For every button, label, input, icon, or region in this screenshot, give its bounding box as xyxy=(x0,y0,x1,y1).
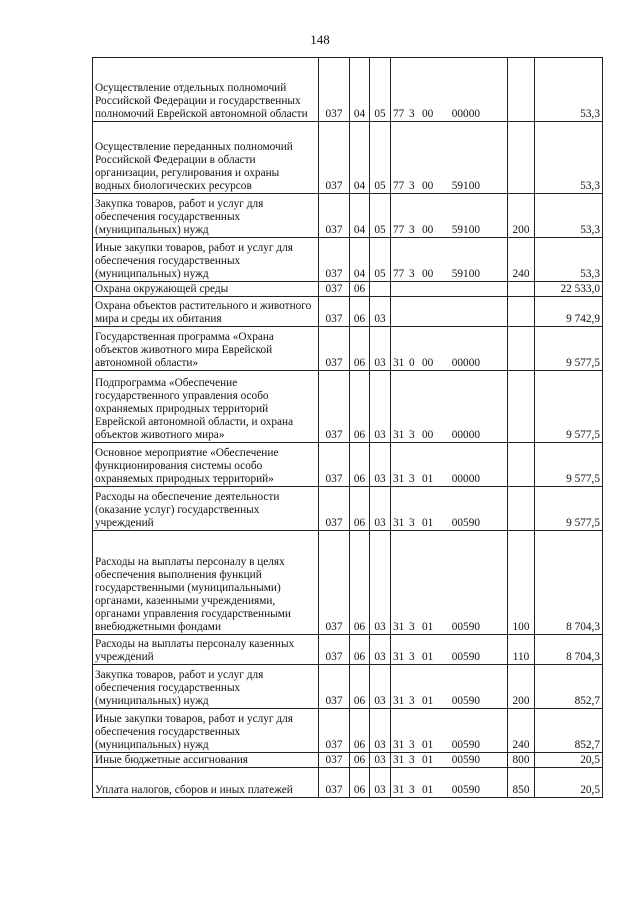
ministry-code-cell: 037 xyxy=(319,327,350,371)
target-article-part: 31 xyxy=(393,784,405,796)
amount-cell: 53,3 xyxy=(535,58,603,122)
amount-cell: 852,7 xyxy=(535,665,603,709)
target-article-part: 31 xyxy=(393,739,405,751)
section-code-cell: 06 xyxy=(350,665,370,709)
subsection-code-cell: 05 xyxy=(370,122,391,194)
target-article-part: 00 xyxy=(422,429,434,441)
table-row xyxy=(93,443,603,487)
row-name-cell: Иные бюджетные ассигнования xyxy=(93,753,319,768)
table-row xyxy=(93,531,603,635)
section-code-cell: 06 xyxy=(350,709,370,753)
subsection-code-cell: 03 xyxy=(370,753,391,768)
amount-cell: 22 533,0 xyxy=(535,282,603,297)
row-name-cell: Охрана окружающей среды xyxy=(93,282,319,297)
target-article-cell xyxy=(391,327,508,371)
table-row xyxy=(93,122,603,194)
amount-cell: 8 704,3 xyxy=(535,635,603,665)
ministry-code-cell: 037 xyxy=(319,665,350,709)
row-name-cell: Подпрограмма «Обеспечение государственного управления особо охраняемых природных территорий Еврейской автономной области, и охрана объектов животного мира» xyxy=(93,371,319,443)
table-row xyxy=(93,371,603,443)
target-article-part: 31 xyxy=(393,473,405,485)
expense-type-cell xyxy=(508,122,535,194)
target-article-cell xyxy=(391,371,508,443)
target-article-part: 00 xyxy=(422,224,434,236)
section-code-cell: 06 xyxy=(350,282,370,297)
section-code-cell: 06 xyxy=(350,487,370,531)
target-article-part: 3 xyxy=(409,180,415,192)
amount-cell: 9 742,9 xyxy=(535,297,603,327)
expense-type-cell: 850 xyxy=(508,768,535,798)
target-article-part: 59100 xyxy=(451,180,480,192)
subsection-code-cell: 03 xyxy=(370,531,391,635)
target-article-part: 01 xyxy=(422,754,434,766)
table-row xyxy=(93,194,603,238)
table-row xyxy=(93,709,603,753)
row-name-cell: Расходы на выплаты персоналу казенных учреждений xyxy=(93,635,319,665)
subsection-code-cell: 05 xyxy=(370,58,391,122)
subsection-code-cell: 03 xyxy=(370,297,391,327)
amount-cell: 9 577,5 xyxy=(535,327,603,371)
target-article-part: 00 xyxy=(422,180,434,192)
subsection-code-cell: 03 xyxy=(370,665,391,709)
target-article-cell xyxy=(391,635,508,665)
target-article-part: 77 xyxy=(393,180,405,192)
section-code-cell: 06 xyxy=(350,768,370,798)
budget-table xyxy=(92,57,603,798)
ministry-code-cell: 037 xyxy=(319,487,350,531)
target-article-part: 31 xyxy=(393,429,405,441)
target-article-part: 31 xyxy=(393,754,405,766)
ministry-code-cell: 037 xyxy=(319,194,350,238)
amount-cell: 8 704,3 xyxy=(535,531,603,635)
row-name-cell: Осуществление переданных полномочий Российской Федерации в области организации, регулирования и охраны водных биологических ресурсов xyxy=(93,122,319,194)
subsection-code-cell: 03 xyxy=(370,371,391,443)
row-name-cell: Расходы на обеспечение деятельности (оказание услуг) государственных учреждений xyxy=(93,487,319,531)
expense-type-cell: 240 xyxy=(508,238,535,282)
table-row xyxy=(93,238,603,282)
section-code-cell: 06 xyxy=(350,531,370,635)
target-article-cell xyxy=(391,58,508,122)
target-article-cell xyxy=(391,122,508,194)
ministry-code-cell: 037 xyxy=(319,531,350,635)
section-code-cell: 06 xyxy=(350,443,370,487)
target-article-part: 3 xyxy=(409,429,415,441)
subsection-code-cell: 03 xyxy=(370,443,391,487)
ministry-code-cell: 037 xyxy=(319,122,350,194)
table-row xyxy=(93,327,603,371)
row-name-cell: Закупка товаров, работ и услуг для обеспечения государственных (муниципальных) нужд xyxy=(93,665,319,709)
section-code-cell: 06 xyxy=(350,753,370,768)
target-article-cell xyxy=(391,443,508,487)
target-article-part: 77 xyxy=(393,224,405,236)
subsection-code-cell: 05 xyxy=(370,238,391,282)
amount-cell: 852,7 xyxy=(535,709,603,753)
subsection-code-cell xyxy=(370,282,391,297)
target-article-cell xyxy=(391,753,508,768)
target-article-part: 00000 xyxy=(451,357,480,369)
target-article-part: 01 xyxy=(422,621,434,633)
target-article-part: 00 xyxy=(422,108,434,120)
target-article-part: 3 xyxy=(409,739,415,751)
target-article-cell xyxy=(391,487,508,531)
ministry-code-cell: 037 xyxy=(319,58,350,122)
target-article-cell xyxy=(391,282,508,297)
section-code-cell: 06 xyxy=(350,371,370,443)
target-article-part: 01 xyxy=(422,784,434,796)
page-number: 148 xyxy=(310,32,330,47)
subsection-code-cell: 03 xyxy=(370,635,391,665)
target-article-cell xyxy=(391,238,508,282)
expense-type-cell xyxy=(508,282,535,297)
target-article-part: 01 xyxy=(422,517,434,529)
subsection-code-cell: 05 xyxy=(370,194,391,238)
row-name-cell: Закупка товаров, работ и услуг для обеспечения государственных (муниципальных) нужд xyxy=(93,194,319,238)
target-article-part: 3 xyxy=(409,517,415,529)
target-article-part: 00590 xyxy=(451,695,480,707)
ministry-code-cell: 037 xyxy=(319,635,350,665)
target-article-part: 00590 xyxy=(451,621,480,633)
expense-type-cell xyxy=(508,487,535,531)
target-article-part: 00000 xyxy=(451,108,480,120)
expense-type-cell xyxy=(508,371,535,443)
row-name-cell: Иные закупки товаров, работ и услуг для обеспечения государственных (муниципальных) нужд xyxy=(93,709,319,753)
section-code-cell: 04 xyxy=(350,238,370,282)
target-article-part: 3 xyxy=(409,651,415,663)
target-article-part: 00000 xyxy=(451,429,480,441)
target-article-part: 01 xyxy=(422,473,434,485)
section-code-cell: 06 xyxy=(350,327,370,371)
target-article-part: 00000 xyxy=(451,473,480,485)
target-article-part: 00 xyxy=(422,357,434,369)
section-code-cell: 04 xyxy=(350,122,370,194)
table-row xyxy=(93,635,603,665)
table-row xyxy=(93,753,603,768)
target-article-part: 00590 xyxy=(451,784,480,796)
expense-type-cell: 110 xyxy=(508,635,535,665)
target-article-part: 3 xyxy=(409,108,415,120)
amount-cell: 9 577,5 xyxy=(535,371,603,443)
table-row xyxy=(93,297,603,327)
row-name-cell: Основное мероприятие «Обеспечение функционирования системы особо охраняемых природных территорий» xyxy=(93,443,319,487)
target-article-part: 59100 xyxy=(451,268,480,280)
amount-cell: 20,5 xyxy=(535,753,603,768)
target-article-part: 0 xyxy=(409,357,415,369)
target-article-part: 77 xyxy=(393,268,405,280)
target-article-part: 01 xyxy=(422,695,434,707)
amount-cell: 53,3 xyxy=(535,194,603,238)
target-article-part: 3 xyxy=(409,621,415,633)
target-article-part: 3 xyxy=(409,268,415,280)
table-row xyxy=(93,487,603,531)
row-name-cell: Государственная программа «Охрана объектов животного мира Еврейской автономной области» xyxy=(93,327,319,371)
expense-type-cell: 240 xyxy=(508,709,535,753)
amount-cell: 9 577,5 xyxy=(535,487,603,531)
table-row xyxy=(93,665,603,709)
target-article-cell xyxy=(391,531,508,635)
expense-type-cell xyxy=(508,443,535,487)
ministry-code-cell: 037 xyxy=(319,768,350,798)
expense-type-cell xyxy=(508,58,535,122)
target-article-part: 00590 xyxy=(451,754,480,766)
target-article-part: 3 xyxy=(409,754,415,766)
target-article-part: 31 xyxy=(393,651,405,663)
table-row xyxy=(93,768,603,798)
row-name-cell: Расходы на выплаты персоналу в целях обеспечения выполнения функций государственными (муниципальными) органами, казенными учреждениями, органами управления государственными внебюджетными фондами xyxy=(93,531,319,635)
target-article-part: 00590 xyxy=(451,739,480,751)
target-article-part: 01 xyxy=(422,651,434,663)
table-row xyxy=(93,282,603,297)
ministry-code-cell: 037 xyxy=(319,709,350,753)
target-article-part: 3 xyxy=(409,473,415,485)
section-code-cell: 06 xyxy=(350,635,370,665)
expense-type-cell xyxy=(508,327,535,371)
target-article-cell xyxy=(391,194,508,238)
ministry-code-cell: 037 xyxy=(319,371,350,443)
subsection-code-cell: 03 xyxy=(370,768,391,798)
target-article-part: 00590 xyxy=(451,517,480,529)
ministry-code-cell: 037 xyxy=(319,297,350,327)
target-article-part: 31 xyxy=(393,357,405,369)
target-article-part: 3 xyxy=(409,224,415,236)
target-article-part: 00 xyxy=(422,268,434,280)
expense-type-cell: 200 xyxy=(508,194,535,238)
target-article-part: 31 xyxy=(393,621,405,633)
row-name-cell: Уплата налогов, сборов и иных платежей xyxy=(93,768,319,798)
table-row xyxy=(93,58,603,122)
amount-cell: 9 577,5 xyxy=(535,443,603,487)
subsection-code-cell: 03 xyxy=(370,487,391,531)
target-article-part: 01 xyxy=(422,739,434,751)
expense-type-cell: 200 xyxy=(508,665,535,709)
section-code-cell: 04 xyxy=(350,194,370,238)
ministry-code-cell: 037 xyxy=(319,282,350,297)
target-article-part: 77 xyxy=(393,108,405,120)
expense-type-cell: 800 xyxy=(508,753,535,768)
target-article-part: 59100 xyxy=(451,224,480,236)
row-name-cell: Осуществление отдельных полномочий Российской Федерации и государственных полномочий Еврейской автономной области xyxy=(93,58,319,122)
row-name-cell: Охрана объектов растительного и животного мира и среды их обитания xyxy=(93,297,319,327)
target-article-part: 31 xyxy=(393,695,405,707)
target-article-cell xyxy=(391,297,508,327)
target-article-part: 31 xyxy=(393,517,405,529)
ministry-code-cell: 037 xyxy=(319,238,350,282)
ministry-code-cell: 037 xyxy=(319,443,350,487)
target-article-cell xyxy=(391,665,508,709)
section-code-cell: 06 xyxy=(350,297,370,327)
expense-type-cell: 100 xyxy=(508,531,535,635)
target-article-part: 00590 xyxy=(451,651,480,663)
target-article-cell xyxy=(391,768,508,798)
target-article-part: 3 xyxy=(409,695,415,707)
target-article-part: 3 xyxy=(409,784,415,796)
amount-cell: 53,3 xyxy=(535,122,603,194)
section-code-cell: 04 xyxy=(350,58,370,122)
ministry-code-cell: 037 xyxy=(319,753,350,768)
target-article-cell xyxy=(391,709,508,753)
subsection-code-cell: 03 xyxy=(370,709,391,753)
amount-cell: 53,3 xyxy=(535,238,603,282)
expense-type-cell xyxy=(508,297,535,327)
amount-cell: 20,5 xyxy=(535,768,603,798)
row-name-cell: Иные закупки товаров, работ и услуг для обеспечения государственных (муниципальных) нужд xyxy=(93,238,319,282)
subsection-code-cell: 03 xyxy=(370,327,391,371)
